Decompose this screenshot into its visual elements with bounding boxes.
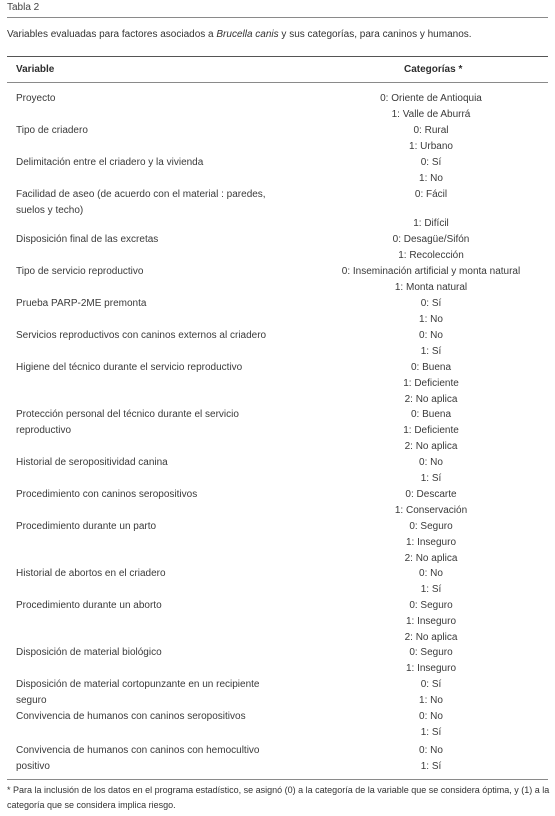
table-row-variable: Procedimiento con caninos seropositivos <box>16 489 198 500</box>
table-row-variable: Disposición final de las excretas <box>16 234 159 245</box>
table-row-category: 1: Sí <box>420 473 442 484</box>
table-row-category: 0: No <box>419 568 443 579</box>
table-row-category: 2: No aplica <box>404 632 458 643</box>
table-row-variable: Procedimiento durante un aborto <box>16 600 162 611</box>
table-row-category: 2: No aplica <box>404 441 458 452</box>
table-row-category: 0: Inseminación artificial y monta natural <box>341 266 521 277</box>
table-row-variable: Procedimiento durante un parto <box>16 521 157 532</box>
table-row-category: 0: Seguro <box>409 647 453 658</box>
table-row-category: 0: Desagüe/Sifón <box>392 234 470 245</box>
table-row-category: 1: No <box>419 695 443 706</box>
table-row-category: 2: No aplica <box>404 553 458 564</box>
table-row-category: 0: No <box>419 711 443 722</box>
table-caption <box>7 29 472 40</box>
table-row-category: 1: Difícil <box>413 218 449 229</box>
table-row-variable: Historial de abortos en el criadero <box>16 568 166 579</box>
table-row-category: 0: Sí <box>420 157 442 168</box>
table-row-category: 1: Valle de Aburrá <box>391 109 471 120</box>
table-row-category: 0: Oriente de Antioquia <box>380 93 482 104</box>
table-row-category: 1: No <box>419 314 443 325</box>
bottom-rule <box>7 779 548 780</box>
table-footnote: * Para la inclusión de los datos en el programa estadístico, se asignó (0) a la categoría de la variable que se considera óptima, y (1) a la categoría que se considera implica riesgo. <box>7 785 550 810</box>
table-row-variable: Protección personal del técnico durante el servicio reproductivo <box>16 409 239 436</box>
table-row-category: 1: Urbano <box>409 141 453 152</box>
table-row-variable: Higiene del técnico durante el servicio reproductivo <box>16 362 243 373</box>
table-row-category: 1: Conservación <box>394 505 468 516</box>
table-row-category: 0: Descarte <box>405 489 457 500</box>
caption-italic: Brucella canis <box>216 29 279 40</box>
table-row-variable: Delimitación entre el criadero y la vivienda <box>16 157 204 168</box>
caption-prefix: Variables evaluadas para factores asociados a <box>7 29 217 40</box>
table-row-category: 0: Seguro <box>409 600 453 611</box>
table-row-category: 0: No <box>419 457 443 468</box>
column-header-categories: Categorías * <box>404 64 463 75</box>
table-row-category: 0: Sí <box>420 679 442 690</box>
table-row-category: 1: Sí <box>420 761 442 772</box>
table-row-category: 1: Sí <box>420 727 442 738</box>
table-row-category: 1: Sí <box>420 346 442 357</box>
table-row-variable: Facilidad de aseo (de acuerdo con el material : paredes, suelos y techo) <box>16 189 266 216</box>
table-row-category: 0: Rural <box>413 125 449 136</box>
table-row-category: 1: Inseguro <box>405 663 457 674</box>
table-row-variable: Tipo de servicio reproductivo <box>16 266 144 277</box>
table-row-category: 1: Deficiente <box>403 425 459 436</box>
table-row-variable: Convivencia de humanos con caninos seropositivos <box>16 711 246 722</box>
table-row-variable: Convivencia de humanos con caninos con hemocultivo positivo <box>16 745 260 772</box>
header-top-rule <box>7 56 548 57</box>
table-row-category: 1: Sí <box>420 584 442 595</box>
table-row-variable: Prueba PARP-2ME premonta <box>16 298 147 309</box>
table-row-variable: Disposición de material biológico <box>16 647 162 658</box>
table-row-category: 1: Inseguro <box>405 537 457 548</box>
caption-suffix: y sus categorías, para caninos y humanos. <box>278 29 472 40</box>
table-row-category: 1: Inseguro <box>405 616 457 627</box>
table-row-category: 1: No <box>419 173 443 184</box>
table-row-variable: Historial de seropositividad canina <box>16 457 168 468</box>
table-row-category: 1: Deficiente <box>403 378 459 389</box>
column-header-variable: Variable <box>16 64 55 75</box>
table-row-variable: Disposición de material cortopunzante en un recipiente seguro <box>16 679 260 706</box>
table-row-category: 1: Monta natural <box>394 282 468 293</box>
table-row-category: 0: Seguro <box>409 521 453 532</box>
table-row-category: 1: Recolección <box>398 250 464 261</box>
table-row-variable: Tipo de criadero <box>16 125 88 136</box>
table-row-category: 2: No aplica <box>404 394 458 405</box>
top-rule <box>7 17 548 18</box>
table-row-category: 0: Buena <box>410 409 452 420</box>
table-row-category: 0: Sí <box>420 298 442 309</box>
table-row-category: 0: Buena <box>410 362 452 373</box>
table-row-category: 0: No <box>419 330 443 341</box>
table-row-category: 0: Fácil <box>414 189 448 200</box>
header-bottom-rule <box>7 82 548 83</box>
table-row-variable: Proyecto <box>16 93 56 104</box>
table-label: Tabla 2 <box>7 2 40 13</box>
table-row-category: 0: No <box>419 745 443 756</box>
table-row-variable: Servicios reproductivos con caninos externos al criadero <box>16 330 267 341</box>
